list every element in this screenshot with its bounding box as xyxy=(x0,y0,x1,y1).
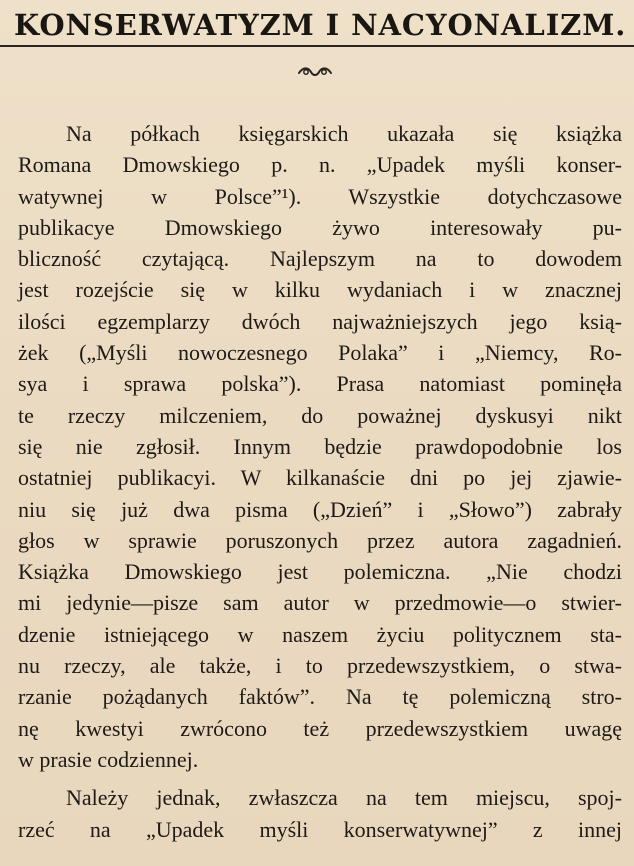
text-line: w prasie codziennej. xyxy=(18,746,199,772)
text-line: rzanie pożądanych faktów”. Na tę polemiczną stro- xyxy=(18,684,622,710)
text-line: rzeć na „Upadek myśli konserwatywnej” z innej xyxy=(18,816,622,842)
text-line: dzenie istniejącego w naszem życiu politycznem sta- xyxy=(18,621,622,647)
text-line: bliczność czytającą. Najlepszym na to dowodem xyxy=(18,246,622,272)
text-line: nę kwestyi zwrócono też przedewszystkiem uwagę xyxy=(18,715,622,741)
ornament-icon xyxy=(295,64,335,80)
text-line: Na półkach księgarskich ukazała się książka xyxy=(66,121,622,146)
text-line: watywnej w Polsce”¹). Wszystkie dotychczasowe xyxy=(18,183,622,209)
text-line: ostatniej publikacyi. W kilkanaście dni po jej zjawie- xyxy=(18,465,622,491)
text-line: ilości egzemplarzy dwóch najważniejszych jego ksią- xyxy=(18,308,622,334)
text-line: Książka Dmowskiego jest polemiczna. „Nie chodzi xyxy=(18,559,622,585)
text-line: Romana Dmowskiego p. n. „Upadek myśli konser- xyxy=(18,152,622,178)
article-title: KONSERWATYZM I NACYONALIZM. xyxy=(14,8,627,42)
text-line: nu rzeczy, ale także, i to przedewszystkiem, o stwa- xyxy=(18,653,622,679)
text-line: publikacye Dmowskiego żywo interesowały pu- xyxy=(18,214,622,240)
text-line: sya i sprawa polska”). Prasa natomiast pominęła xyxy=(18,371,622,397)
text-line: Należy jednak, zwłaszcza na tem miejscu, spoj- xyxy=(66,785,622,811)
title-rule xyxy=(0,45,634,47)
text-line: się nie zgłosił. Innym będzie prawdopodobnie los xyxy=(18,433,622,459)
text-line: mi jedynie—pisze sam autor w przedmowie—o stwier- xyxy=(18,590,622,616)
text-line: żek („Myśli nowoczesnego Polaka” i „Niemcy, Ro- xyxy=(18,340,622,366)
text-line: te rzeczy milczeniem, do poważnej dyskusyi nikt xyxy=(18,402,622,428)
text-line: głos w sprawie poruszonych przez autora zagadnień. xyxy=(18,527,622,553)
text-line: jest rozejście się w kilku wydaniach i w znacznej xyxy=(18,277,622,303)
article-body xyxy=(18,118,622,845)
text-line: niu się już dwa pisma („Dzień” i „Słowo”) zabrały xyxy=(18,496,622,522)
